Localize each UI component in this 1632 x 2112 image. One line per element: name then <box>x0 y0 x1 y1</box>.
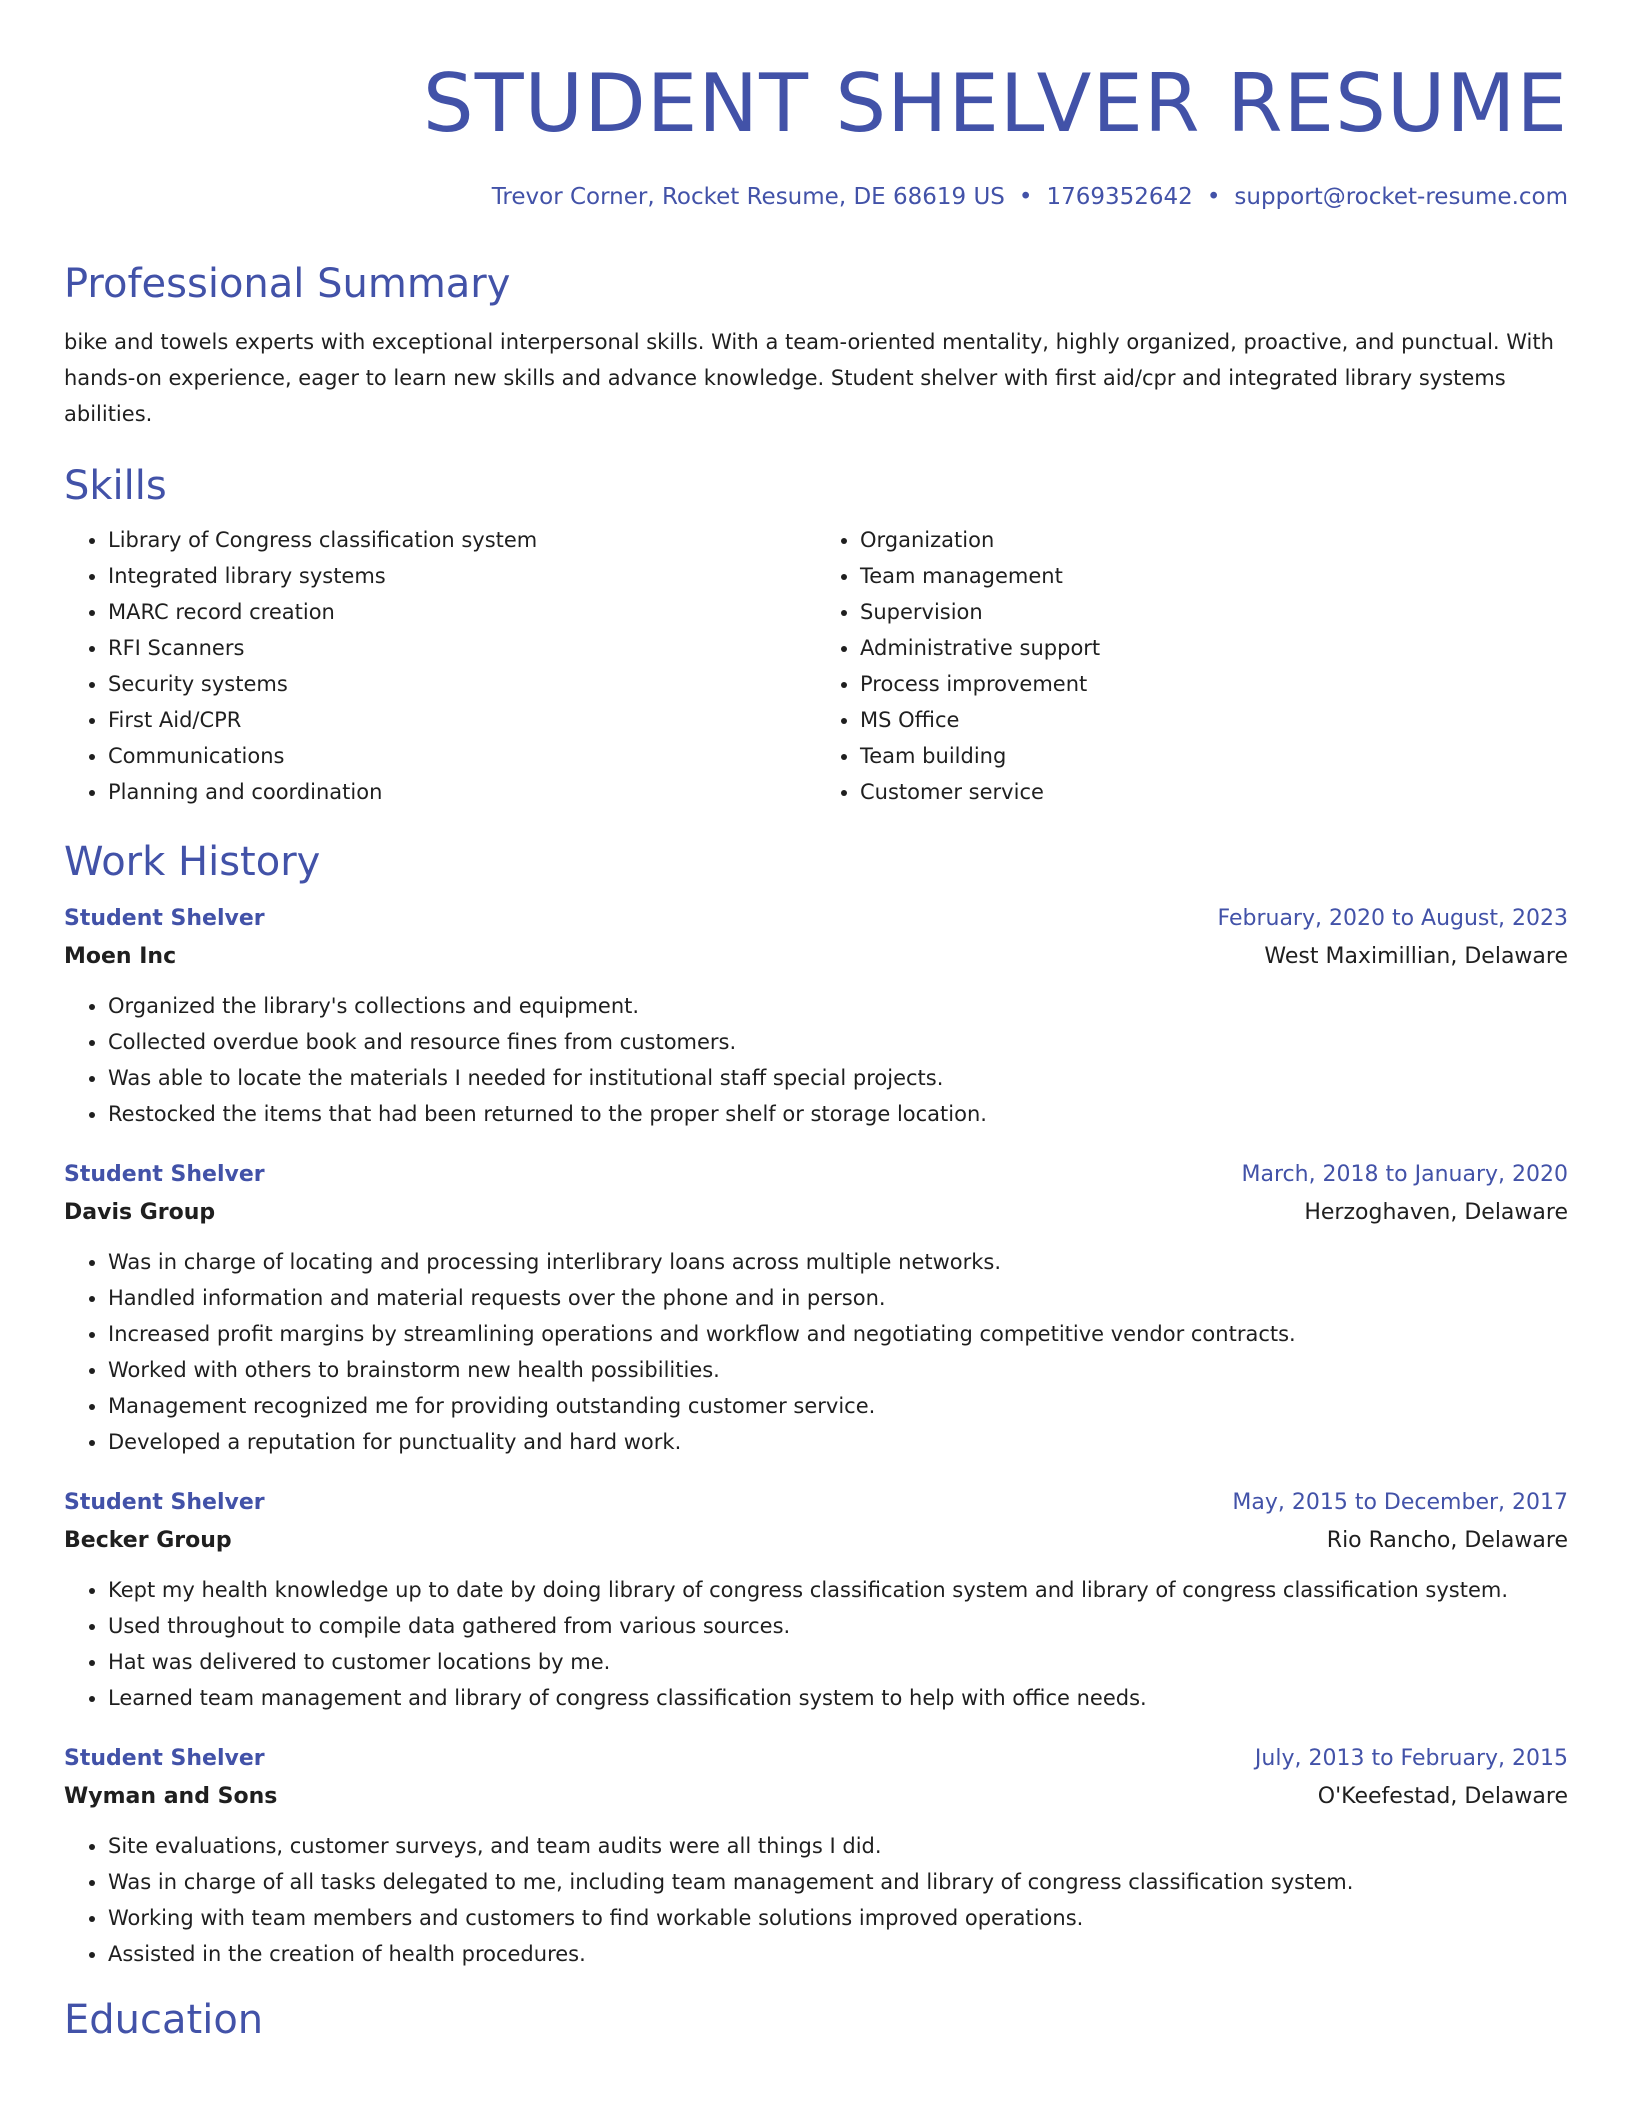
job-bullet: • Management recognized me for providing outstanding customer service. <box>108 1388 1568 1424</box>
summary-heading: Professional Summary <box>64 261 511 307</box>
skill-item: • RFI Scanners <box>108 630 816 666</box>
job-bullet: • Was in charge of all tasks delegated to me, including team management and library of congress classification system. <box>108 1864 1568 1900</box>
contact-address: Trevor Corner, Rocket Resume, DE 68619 US <box>491 184 1005 210</box>
job-bullet: • Used throughout to compile data gathered from various sources. <box>108 1608 1568 1644</box>
resume-page <box>64 0 1568 2046</box>
job-header-row <box>64 900 1568 938</box>
skill-item: • MS Office <box>860 702 1568 738</box>
job-dates: March, 2018 to January, 2020 <box>1241 1162 1568 1187</box>
job-bullet: • Increased profit margins by streamlining operations and workflow and negotiating competitive vendor contracts. <box>108 1316 1568 1352</box>
skill-item: • Team building <box>860 738 1568 774</box>
job-bullet-list <box>64 1572 1568 1716</box>
contact-phone: 1769352642 <box>1046 184 1193 210</box>
job-company-row <box>64 1778 1568 1816</box>
job-company: Davis Group <box>64 1200 216 1225</box>
skill-item: • Library of Congress classification system <box>108 522 816 558</box>
work-history-heading: Work History <box>64 839 321 885</box>
job-title: Student Shelver <box>64 1162 265 1187</box>
summary-text: bike and towels experts with exceptional interpersonal skills. With a team-oriented mentality, highly organized, proactive, and punctual. With hands-on experience, eager to learn new skills and advance knowledge. Student shelver with first aid/cpr and integrated library systems abilities. <box>64 330 1554 426</box>
skill-item: • Integrated library systems <box>108 558 816 594</box>
job-header-row <box>64 1740 1568 1778</box>
skills-column-left <box>64 522 816 810</box>
skill-item: • Team management <box>860 558 1568 594</box>
job-bullet: • Worked with others to brainstorm new health possibilities. <box>108 1352 1568 1388</box>
job-entry <box>64 1156 1568 1460</box>
job-dates: May, 2015 to December, 2017 <box>1232 1490 1568 1515</box>
job-company: Wyman and Sons <box>64 1784 278 1809</box>
job-bullet: • Learned team management and library of congress classification system to help with office needs. <box>108 1680 1568 1716</box>
job-bullet: • Was in charge of locating and processing interlibrary loans across multiple networks. <box>108 1244 1568 1280</box>
skill-item: • Customer service <box>860 774 1568 810</box>
skill-item: • Communications <box>108 738 816 774</box>
skill-item: • Administrative support <box>860 630 1568 666</box>
skills-heading: Skills <box>64 463 167 509</box>
skill-item: • Process improvement <box>860 666 1568 702</box>
skill-item: • Security systems <box>108 666 816 702</box>
job-bullet: • Working with team members and customers to find workable solutions improved operations. <box>108 1900 1568 1936</box>
job-header-row <box>64 1156 1568 1194</box>
contact-separator: • <box>1206 184 1221 210</box>
job-bullet: • Was able to locate the materials I needed for institutional staff special projects. <box>108 1060 1568 1096</box>
job-location: Herzoghaven, Delaware <box>1304 1200 1568 1225</box>
job-bullet: • Handled information and material requests over the phone and in person. <box>108 1280 1568 1316</box>
skill-item: • First Aid/CPR <box>108 702 816 738</box>
job-title: Student Shelver <box>64 1490 265 1515</box>
skill-item: • Supervision <box>860 594 1568 630</box>
job-bullet-list <box>64 988 1568 1132</box>
skills-list <box>64 522 1568 810</box>
job-header-row <box>64 1484 1568 1522</box>
education-heading: Education <box>64 1997 264 2043</box>
job-bullet: • Hat was delivered to customer locations by me. <box>108 1644 1568 1680</box>
job-title: Student Shelver <box>64 1746 265 1771</box>
job-company-row <box>64 1522 1568 1560</box>
skill-item: • Planning and coordination <box>108 774 816 810</box>
job-dates: July, 2013 to February, 2015 <box>1254 1746 1568 1771</box>
job-bullet: • Assisted in the creation of health procedures. <box>108 1936 1568 1972</box>
job-company: Becker Group <box>64 1528 232 1553</box>
contact-line <box>64 182 1568 212</box>
job-entry <box>64 1740 1568 1972</box>
job-bullet-list <box>64 1828 1568 1972</box>
skill-item: • Organization <box>860 522 1568 558</box>
skills-column-right <box>816 522 1568 810</box>
job-bullet: • Kept my health knowledge up to date by doing library of congress classification system and library of congress classification system. <box>108 1572 1568 1608</box>
job-entry <box>64 1484 1568 1716</box>
job-bullet: • Restocked the items that had been returned to the proper shelf or storage location. <box>108 1096 1568 1132</box>
job-bullet: • Collected overdue book and resource fines from customers. <box>108 1024 1568 1060</box>
job-title: Student Shelver <box>64 906 265 931</box>
contact-separator: • <box>1018 184 1033 210</box>
job-location: Rio Rancho, Delaware <box>1326 1528 1568 1553</box>
job-bullet: • Developed a reputation for punctuality and hard work. <box>108 1424 1568 1460</box>
job-bullet: • Site evaluations, customer surveys, and team audits were all things I did. <box>108 1828 1568 1864</box>
job-location: O'Keefestad, Delaware <box>1317 1784 1568 1809</box>
contact-email: support@rocket-resume.com <box>1234 184 1568 210</box>
job-location: West Maximillian, Delaware <box>1264 944 1568 969</box>
job-bullet-list <box>64 1244 1568 1460</box>
job-entry <box>64 900 1568 1132</box>
job-company: Moen Inc <box>64 944 177 969</box>
job-company-row <box>64 938 1568 976</box>
job-company-row <box>64 1194 1568 1232</box>
job-bullet: • Organized the library's collections and equipment. <box>108 988 1568 1024</box>
skill-item: • MARC record creation <box>108 594 816 630</box>
job-dates: February, 2020 to August, 2023 <box>1217 906 1568 931</box>
resume-title: STUDENT SHELVER RESUME <box>422 57 1568 150</box>
